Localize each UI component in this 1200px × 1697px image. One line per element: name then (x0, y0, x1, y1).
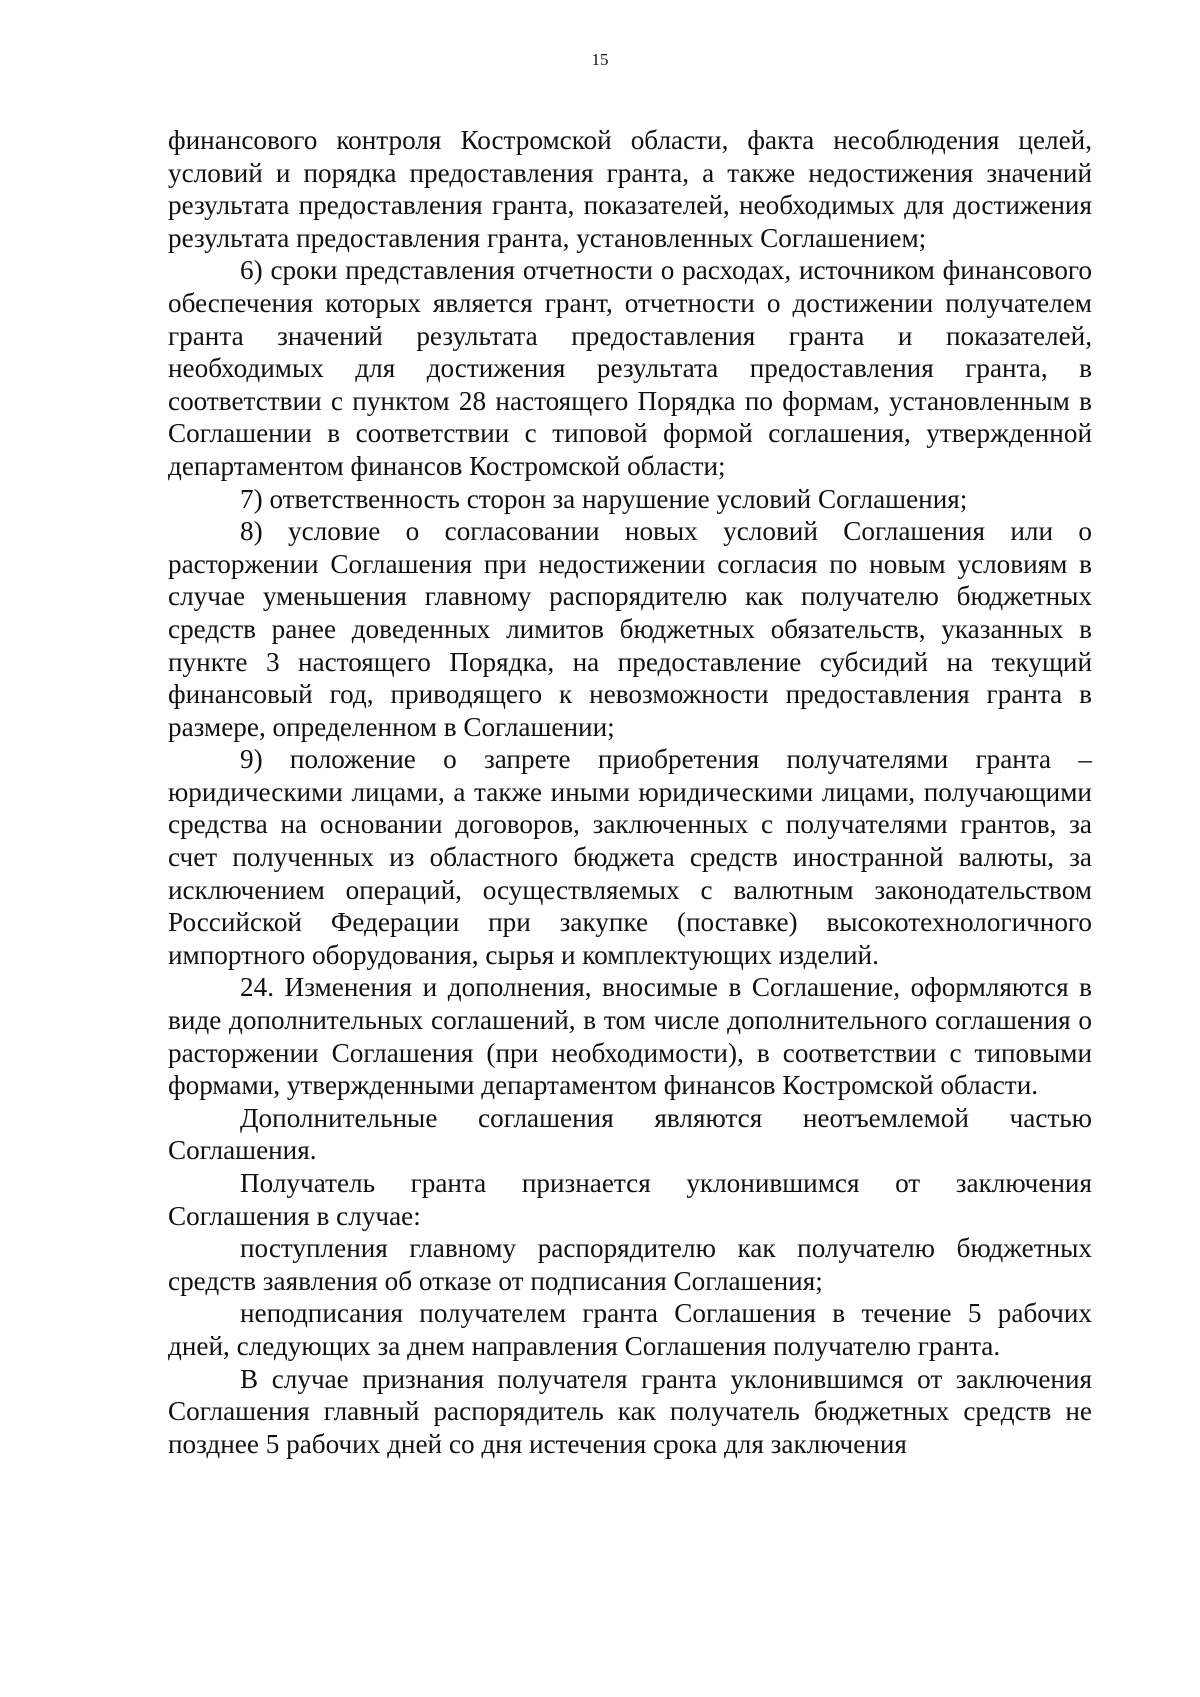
paragraph-continuation: финансового контроля Костромской области, факта несоблюдения целей, условий и порядка предоставления гранта, а также недостижения значений результата предоставления гранта, показателей, необходимых для достижения результата предоставления гранта, установленных Соглашением; (168, 125, 1092, 253)
document-body (168, 124, 1092, 1460)
paragraph-evasion-case-2: неподписания получателем гранта Соглашения в течение 5 рабочих дней, следующих за днем направления Соглашения получателю гранта. (168, 1298, 1092, 1361)
paragraph-item-6: 6) сроки представления отчетности о расходах, источником финансового обеспечения которых является грант, отчетности о достижении получателем гранта значений результата предоставления гранта и показателей, необходимых для достижения результата предоставления гранта, в соответствии с пунктом 28 настоящего Порядка по формам, установленным в Соглашении в соответствии с типовой формой соглашения, утвержденной департаментом финансов Костромской области; (168, 255, 1092, 481)
paragraph-item-9: 9) положение о запрете приобретения получателями гранта – юридическими лицами, а также иными юридическими лицами, получающими средства на основании договоров, заключенных с получателями грантов, за счет полученных из областного бюджета средств иностранной валюты, за исключением операций, осуществляемых с валютным законодательством Российской Федерации при закупке (поставке) высокотехнологичного импортного оборудования, сырья и комплектующих изделий. (168, 744, 1092, 970)
paragraph-evasion-definition: Получатель гранта признается уклонившимся от заключения Соглашения в случае: (168, 1168, 1092, 1231)
paragraph-additional-agreements: Дополнительные соглашения являются неотъемлемой частью Соглашения. (168, 1102, 1092, 1166)
page-number: 15 (591, 50, 609, 69)
paragraph-item-8: 8) условие о согласовании новых условий Соглашения или о расторжении Соглашения при недостижении согласия по новым условиям в случае уменьшения главному распорядителю как получателю бюджетных средств ранее доведенных лимитов бюджетных обязательств, указанных в пункте 3 настоящего Порядка, на предоставление субсидий на текущий финансовый год, приводящего к невозможности предоставления гранта в размере, определенном в Соглашении; (168, 516, 1092, 742)
paragraph-evasion-consequence: В случае признания получателя гранта уклонившимся от заключения Соглашения главный распорядитель как получатель бюджетных средств не позднее 5 рабочих дней со дня истечения срока для заключения (168, 1363, 1092, 1459)
paragraph-evasion-case-1: поступления главному распорядителю как получателю бюджетных средств заявления об отказе от подписания Соглашения; (168, 1233, 1092, 1296)
paragraph-item-7: 7) ответственность сторон за нарушение условий Соглашения; (240, 483, 968, 514)
paragraph-clause-24: 24. Изменения и дополнения, вносимые в Соглашение, оформляются в виде дополнительных соглашений, в том числе дополнительного соглашения о расторжении Соглашения (при необходимости), в соответствии с типовыми формами, утвержденными департаментом финансов Костромской области. (168, 972, 1092, 1101)
